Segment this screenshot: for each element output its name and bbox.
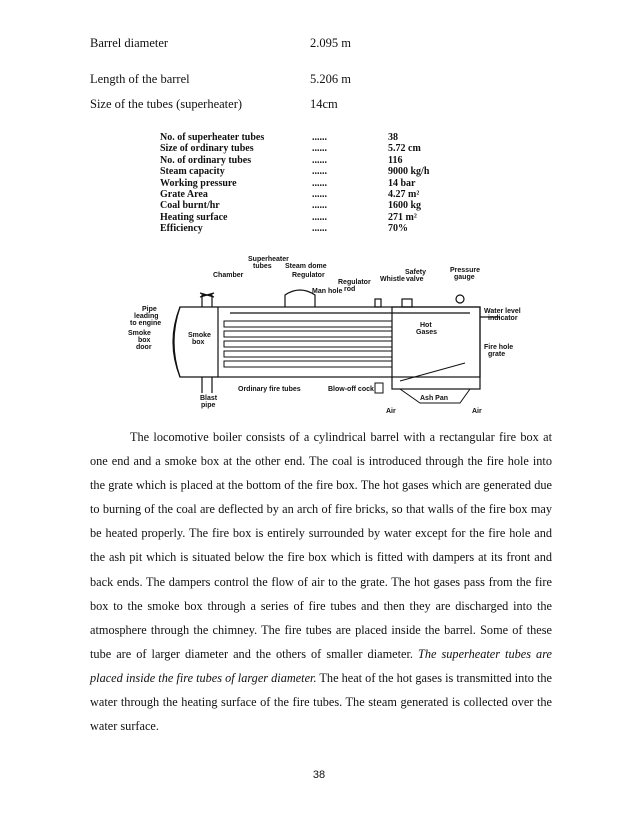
- whistle: [375, 299, 381, 307]
- table-cell-dots: ......: [312, 132, 327, 143]
- label-pressure-gauge-2: gauge: [454, 274, 475, 281]
- label-regulator-rod-2: rod: [344, 286, 356, 293]
- table-cell-name: Steam capacity: [160, 166, 225, 178]
- label-blow-off-cock: Blow-off cock: [328, 386, 374, 393]
- label-man-hole: Man hole: [312, 288, 343, 295]
- label-ordinary-fire-tubes: Ordinary fire tubes: [238, 386, 301, 393]
- table-cell-dots: ......: [312, 143, 327, 155]
- label-regulator-rod: Regulator: [338, 279, 371, 286]
- label-blast-pipe-2: pipe: [201, 402, 216, 409]
- label-smoke-box-door-2: box: [138, 337, 151, 344]
- label-air-left: Air: [386, 408, 396, 415]
- table-cell-dots: ......: [312, 188, 327, 200]
- label-chamber: Chamber: [213, 272, 244, 279]
- label-superheater-tubes: Superheater: [248, 256, 289, 263]
- table-cell-value: 9000 kg/h: [388, 166, 430, 178]
- label-pipe-3: to engine: [130, 320, 162, 327]
- paragraph-text-1: The locomotive boiler consists of a cylindrical barrel with a rectangular fire box at one end and a smoke box at the other end. The coal is introduced through the fire hole into the grate which is placed at the bottom of the fire box. The hot gases which are generated due to burning of the coal are deflected by an arch of fire bricks, so that walls of the fire box may be heated properly. The fire box is entirely surrounded by water except for the fire hole and the ash pit which is situated below the fire box which is fitted with dampers at its front and back ends. The dampers control the flow of air to the grate. The hot gases pass from the fire box to the smoke box through a series of fire tubes and then they are discharged into the atmosphere through the chimney. The fire tubes are placed inside the barrel. Some of these tube are of larger diameter and the others of smaller diameter.: [90, 430, 552, 661]
- table-cell-name: Efficiency: [160, 223, 203, 235]
- label-safety-valve-2: valve: [406, 276, 424, 283]
- spec-value-tube-size: 14cm: [310, 97, 338, 111]
- label-hot-gases-2: Gases: [416, 329, 438, 336]
- label-steam-dome: Steam dome: [285, 263, 327, 270]
- spec-value-barrel-length: 5.206 m: [310, 72, 351, 86]
- label-superheater-tubes-2: tubes: [253, 263, 272, 270]
- body-paragraph: [90, 425, 552, 738]
- label-fire-hole-2: grate: [488, 351, 506, 358]
- label-water-level-2: indicator: [488, 315, 518, 322]
- table-cell-dots: ......: [312, 166, 327, 178]
- table-cell-name: Working pressure: [160, 177, 237, 189]
- table-cell-value: 116: [388, 154, 403, 166]
- table-cell-dots: ......: [312, 177, 327, 189]
- spec-label-barrel-diameter: Barrel diameter: [90, 36, 169, 50]
- steam-dome: [285, 290, 315, 307]
- spec-label-barrel-length: Length of the barrel: [90, 72, 190, 86]
- label-smoke-box-door: Smoke: [128, 330, 151, 337]
- table-cell-name: No. of superheater tubes: [160, 132, 265, 143]
- label-air-right: Air: [472, 408, 482, 415]
- spec-label-tube-size: Size of the tubes (superheater): [90, 97, 243, 111]
- page-number: 38: [312, 769, 326, 781]
- locomotive-boiler-diagram: [120, 255, 535, 415]
- label-water-level: Water level: [484, 308, 521, 315]
- table-cell-value: 5.72 cm: [388, 143, 421, 155]
- table-cell-value: 1600 kg: [388, 200, 422, 212]
- table-cell-dots: ......: [312, 154, 327, 166]
- label-pipe: Pipe: [142, 306, 157, 313]
- label-pressure-gauge: Pressure: [450, 267, 480, 274]
- label-safety-valve: Safety: [405, 269, 427, 276]
- label-hot-gases: Hot: [420, 322, 432, 329]
- label-smoke-box-2: box: [192, 339, 205, 346]
- blast-pipe: [202, 377, 212, 393]
- table-cell-name: Size of ordinary tubes: [160, 143, 254, 155]
- fire-tubes: [224, 321, 392, 367]
- label-smoke-box-door-3: door: [136, 344, 152, 351]
- label-ash-pan: Ash Pan: [420, 395, 449, 402]
- safety-valve: [402, 299, 412, 307]
- label-blast-pipe: Blast: [200, 395, 218, 402]
- paragraph-text-2: The heat of the hot gases is transmitted into the water through the heating surface of the fire tubes. The steam generated is collected over the water surface.: [90, 670, 552, 734]
- label-whistle: Whistle: [380, 276, 405, 283]
- table-cell-dots: ......: [312, 200, 327, 212]
- table-cell-value: 70%: [388, 223, 408, 235]
- chimney: [202, 295, 212, 307]
- table-cell-value: 271 m²: [388, 211, 417, 223]
- table-cell-name: Heating surface: [160, 211, 228, 223]
- label-smoke-box: Smoke: [188, 332, 211, 339]
- spec-value-barrel-diameter: 2.095 m: [310, 36, 351, 50]
- paragraph-italic: The superheater tubes are placed inside the fire tubes of larger diameter.: [90, 646, 552, 685]
- label-regulator: Regulator: [292, 272, 325, 279]
- table-cell-dots: ......: [312, 211, 327, 223]
- label-fire-hole: Fire hole: [484, 344, 514, 351]
- table-cell-value: 4.27 m²: [388, 188, 420, 200]
- pressure-gauge: [456, 295, 464, 303]
- blow-off-cock: [375, 383, 383, 393]
- table-cell-name: Grate Area: [160, 188, 208, 200]
- label-pipe-2: leading: [134, 313, 159, 320]
- table-cell-dots: ......: [312, 223, 327, 235]
- table-cell-value: 38: [388, 132, 398, 143]
- table-cell-name: Coal burnt/hr: [160, 200, 220, 212]
- table-cell-value: 14 bar: [388, 177, 416, 189]
- table-cell-name: No. of ordinary tubes: [160, 154, 252, 166]
- fire-grate: [400, 363, 465, 381]
